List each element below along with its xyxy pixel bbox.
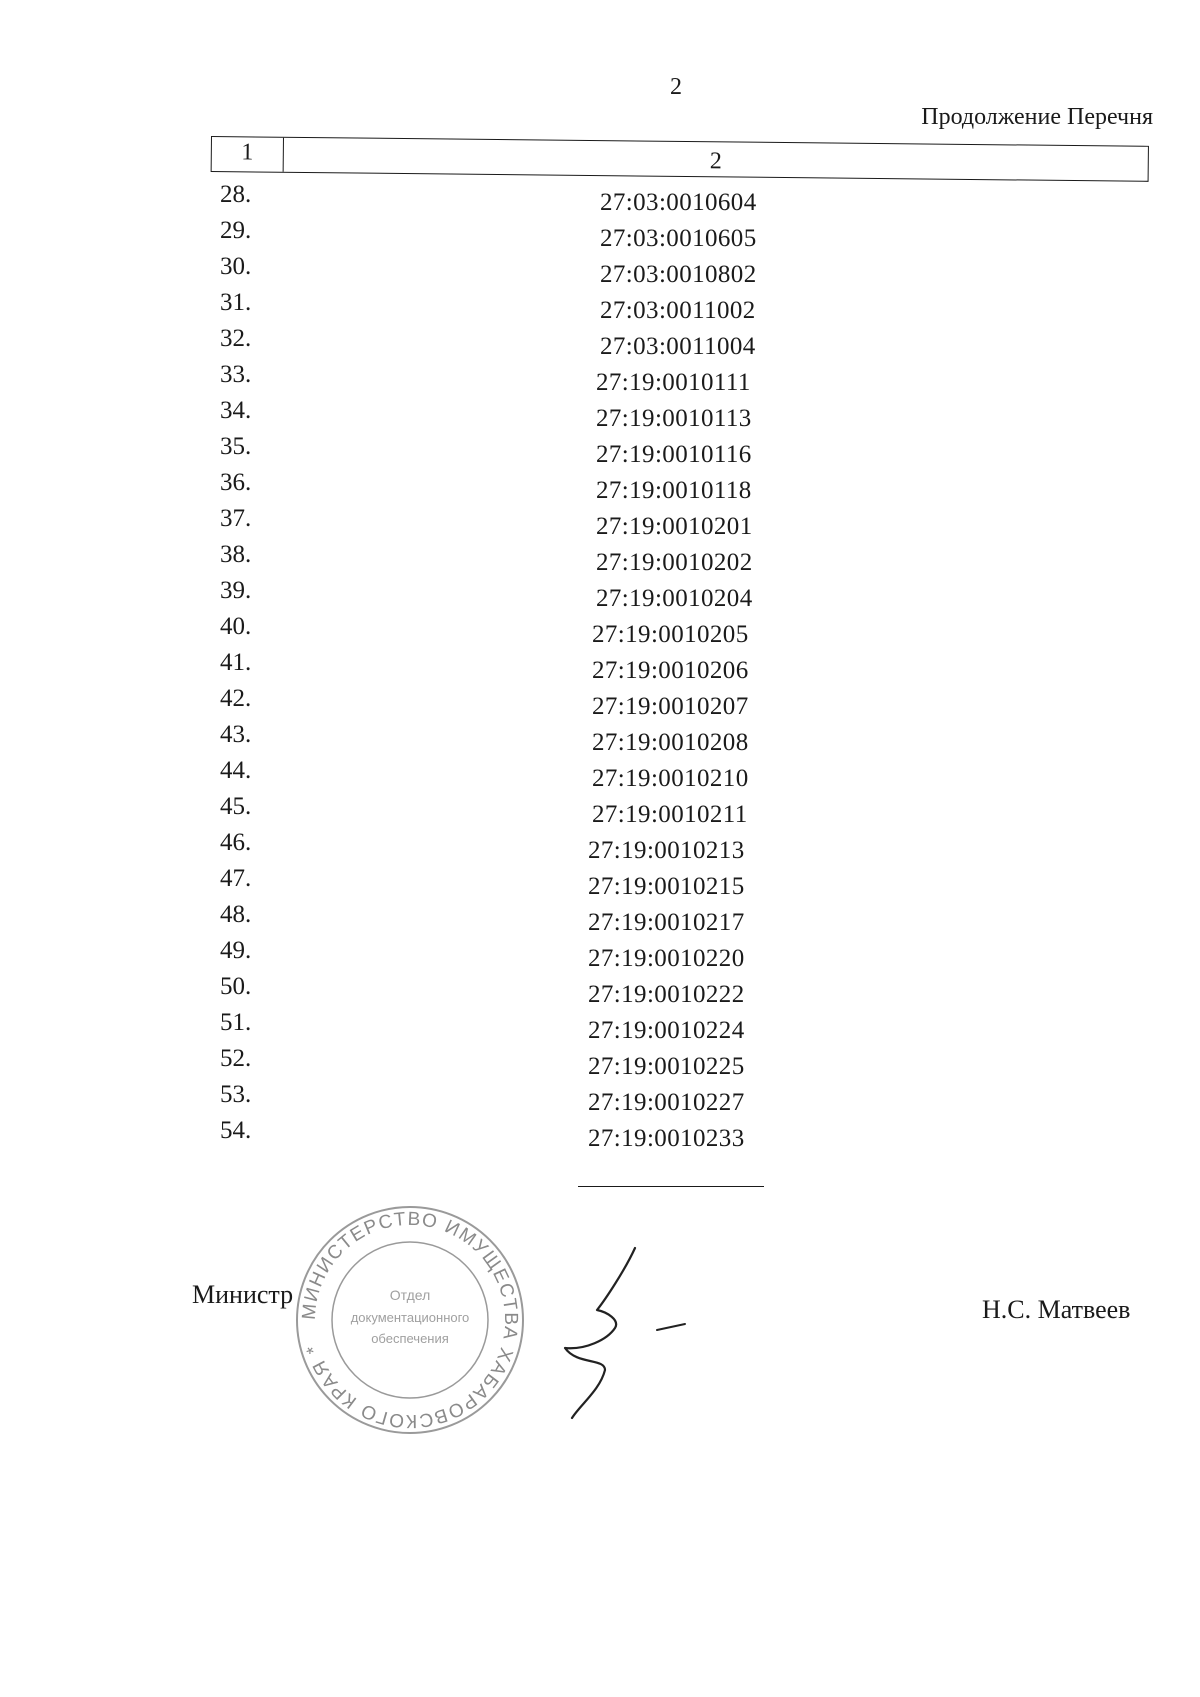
- minister-title: Министр: [192, 1280, 294, 1309]
- row-number: 46.: [220, 829, 252, 856]
- row-number: 42.: [220, 685, 252, 712]
- table-row: [0, 1009, 1200, 1045]
- row-number: 36.: [220, 469, 252, 496]
- cadastral-code: 27:19:0010113: [596, 405, 752, 432]
- table-row: [0, 325, 1200, 361]
- table-row: [0, 757, 1200, 793]
- cadastral-code: 27:19:0010217: [588, 909, 745, 936]
- table-row: [0, 1117, 1200, 1153]
- row-number: 48.: [220, 901, 252, 928]
- cadastral-code: 27:19:0010111: [596, 369, 751, 396]
- row-number: 34.: [220, 397, 252, 424]
- table-row: [0, 865, 1200, 901]
- table-row: [0, 721, 1200, 757]
- table-row: [0, 793, 1200, 829]
- table-row: [0, 397, 1200, 433]
- row-number: 41.: [220, 649, 252, 676]
- cadastral-code: 27:19:0010224: [588, 1017, 745, 1044]
- cadastral-code: 27:19:0010233: [588, 1125, 745, 1152]
- cadastral-code: 27:19:0010202: [596, 549, 753, 576]
- table-row: [0, 505, 1200, 541]
- table-row: [0, 1081, 1200, 1117]
- cadastral-code: 27:03:0011004: [600, 333, 756, 360]
- cadastral-code: 27:19:0010211: [592, 801, 748, 828]
- row-number: 51.: [220, 1009, 252, 1036]
- cadastral-code: 27:03:0010802: [600, 261, 757, 288]
- list-rows: [0, 181, 1200, 1153]
- row-number: 38.: [220, 541, 252, 568]
- cadastral-code: 27:19:0010116: [596, 441, 752, 468]
- table-row: [0, 253, 1200, 289]
- table-row: [0, 217, 1200, 253]
- table-row: [0, 901, 1200, 937]
- cadastral-code: 27:19:0010227: [588, 1089, 745, 1116]
- table-row: [0, 937, 1200, 973]
- row-number: 44.: [220, 757, 252, 784]
- table-row: [0, 469, 1200, 505]
- table-row: [0, 649, 1200, 685]
- table-row: [0, 973, 1200, 1009]
- cadastral-code: 27:19:0010215: [588, 873, 745, 900]
- cadastral-code: 27:19:0010205: [592, 621, 749, 648]
- table-header: [211, 136, 1149, 182]
- official-stamp: [290, 1200, 530, 1440]
- cadastral-code: 27:19:0010206: [592, 657, 749, 684]
- row-number: 35.: [220, 433, 252, 460]
- table-row: [0, 289, 1200, 325]
- cadastral-code: 27:19:0010208: [592, 729, 749, 756]
- continuation-title: Продолжение Перечня: [921, 104, 1153, 130]
- cadastral-code: 27:19:0010213: [588, 837, 745, 864]
- signer-name: Н.С. Матвеев: [982, 1295, 1131, 1324]
- header-col-2: 2: [709, 148, 722, 175]
- table-row: [0, 577, 1200, 613]
- stamp-inner-line-3: обеспечения: [371, 1331, 449, 1346]
- cadastral-code: 27:19:0010225: [588, 1053, 745, 1080]
- page-number: 2: [670, 74, 682, 100]
- table-row: [0, 613, 1200, 649]
- cadastral-code: 27:19:0010210: [592, 765, 749, 792]
- row-number: 33.: [220, 361, 252, 388]
- header-col-1: 1: [212, 137, 284, 172]
- end-divider: [578, 1186, 764, 1187]
- cadastral-code: 27:19:0010201: [596, 513, 753, 540]
- row-number: 30.: [220, 253, 252, 280]
- stamp-outer-text: МИНИСТЕРСТВО ИМУЩЕСТВА ХАБАРОВСКОГО КРАЯ *: [298, 1208, 522, 1432]
- stamp-inner-line-1: Отдел: [389, 1287, 431, 1303]
- cadastral-code: 27:03:0010604: [600, 189, 757, 216]
- table-row: [0, 541, 1200, 577]
- table-row: [0, 433, 1200, 469]
- row-number: 47.: [220, 865, 252, 892]
- row-number: 45.: [220, 793, 252, 820]
- row-number: 31.: [220, 289, 252, 316]
- row-number: 40.: [220, 613, 252, 640]
- row-number: 29.: [220, 217, 252, 244]
- table-row: [0, 361, 1200, 397]
- stamp-inner-line-2: документационного: [350, 1310, 470, 1325]
- cadastral-code: 27:19:0010220: [588, 945, 745, 972]
- row-number: 32.: [220, 325, 252, 352]
- table-row: [0, 829, 1200, 865]
- row-number: 49.: [220, 937, 252, 964]
- cadastral-code: 27:19:0010204: [596, 585, 753, 612]
- cadastral-code: 27:03:0010605: [600, 225, 757, 252]
- table-row: [0, 181, 1200, 217]
- cadastral-code: 27:03:0011002: [600, 297, 756, 324]
- handwritten-signature: [545, 1240, 695, 1420]
- row-number: 53.: [220, 1081, 252, 1108]
- row-number: 52.: [220, 1045, 252, 1072]
- row-number: 50.: [220, 973, 252, 1000]
- row-number: 39.: [220, 577, 252, 604]
- row-number: 28.: [220, 181, 252, 208]
- table-row: [0, 1045, 1200, 1081]
- cadastral-code: 27:19:0010222: [588, 981, 745, 1008]
- row-number: 43.: [220, 721, 252, 748]
- row-number: 37.: [220, 505, 252, 532]
- cadastral-code: 27:19:0010207: [592, 693, 749, 720]
- cadastral-code: 27:19:0010118: [596, 477, 752, 504]
- row-number: 54.: [220, 1117, 252, 1144]
- table-row: [0, 685, 1200, 721]
